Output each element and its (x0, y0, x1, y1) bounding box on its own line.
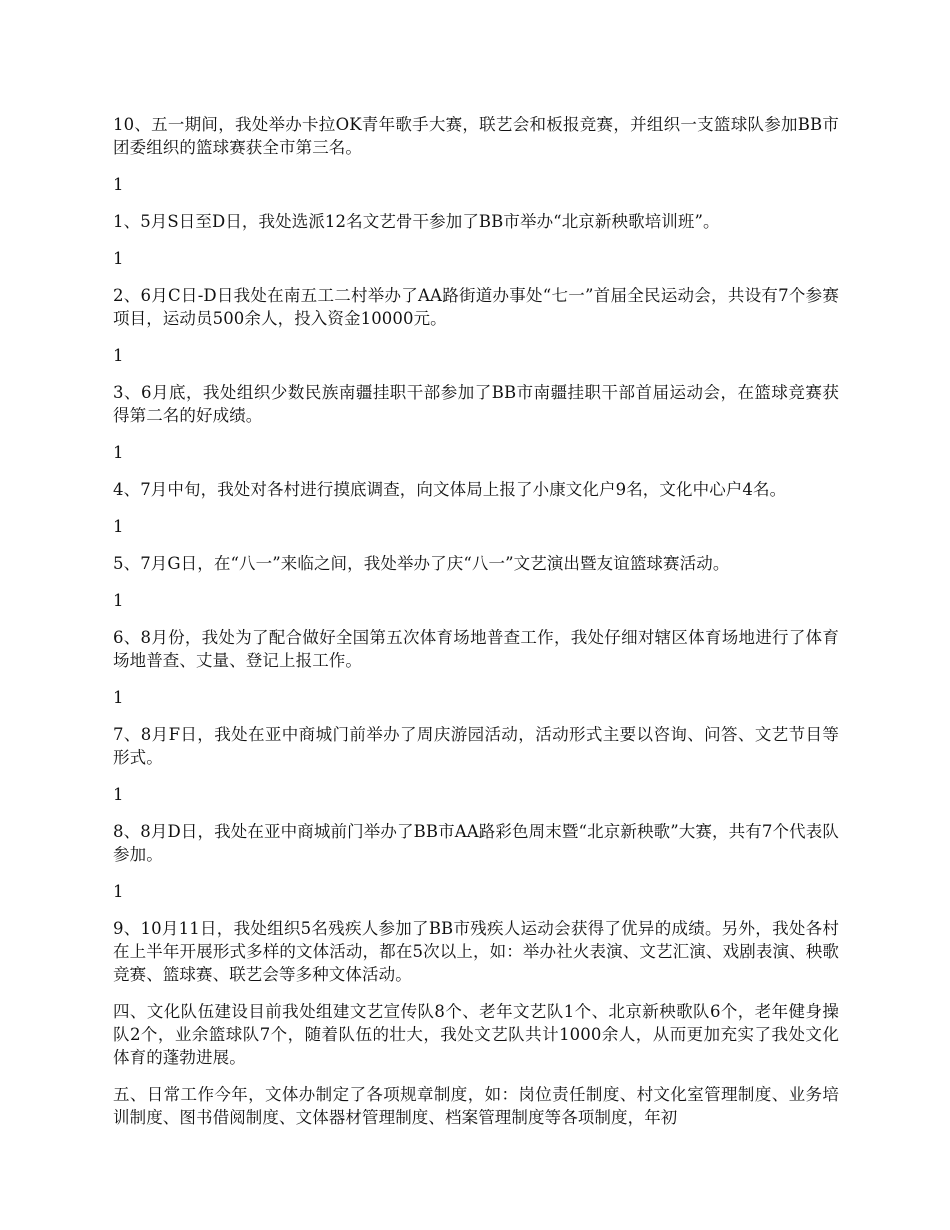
page-marker: 1 (113, 591, 124, 610)
document-page (113, 113, 839, 1129)
page-marker: 1 (113, 785, 124, 804)
paragraph-item-6: 6、8月份，我处为了配合做好全国第五次体育场地普查工作，我处仔细对辖区体育场地进行了体育场地普查、丈量、登记上报工作。 (113, 628, 839, 670)
paragraph-item-4: 4、7月中旬，我处对各村进行摸底调查，向文体局上报了小康文化户9名，文化中心户4名。 (113, 480, 787, 499)
paragraph-item-2: 2、6月C日-D日我处在南五工二村举办了AA路街道办事处“七一”首届全民运动会，共设有7个参赛项目，运动员500余人，投入资金10000元。 (113, 286, 839, 328)
paragraph-item-5: 5、7月G日，在“八一”来临之间，我处举办了庆“八一”文艺演出暨友谊篮球赛活动。 (113, 554, 730, 573)
section-daily-work: 五、日常工作今年，文体办制定了各项规章制度，如：岗位责任制度、村文化室管理制度、业务培训制度、图书借阅制度、文体器材管理制度、档案管理制度等各项制度，年初 (113, 1085, 839, 1127)
paragraph-item-1: 1、5月S日至D日，我处选派12名文艺骨干参加了BB市举办“北京新秧歌培训班”。 (113, 212, 720, 231)
paragraph-item-7: 7、8月F日，我处在亚中商城门前举办了周庆游园活动，活动形式主要以咨询、问答、文艺节目等形式。 (113, 725, 839, 767)
page-marker: 1 (113, 688, 124, 707)
page-marker: 1 (113, 346, 124, 365)
page-marker: 1 (113, 443, 124, 462)
paragraph-item-10: 10、五一期间，我处举办卡拉OK青年歌手大赛，联艺会和板报竞赛，并组织一支篮球队参加BB市团委组织的篮球赛获全市第三名。 (113, 115, 839, 157)
page-marker: 1 (113, 517, 124, 536)
paragraph-item-9: 9、10月11日，我处组织5名残疾人参加了BB市残疾人运动会获得了优异的成绩。另外，我处各村在上半年开展形式多样的文体活动，都在5次以上，如：举办社火表演、文艺汇演、戏剧表演、秧歌竞赛、篮球赛、联艺会等多种文体活动。 (113, 919, 839, 984)
paragraph-item-3: 3、6月底，我处组织少数民族南疆挂职干部参加了BB市南疆挂职干部首届运动会，在篮球竞赛获得第二名的好成绩。 (113, 383, 839, 425)
paragraph-item-8: 8、8月D日，我处在亚中商城前门举办了BB市AA路彩色周末暨“北京新秧歌”大赛，共有7个代表队参加。 (113, 822, 839, 864)
page-marker: 1 (113, 249, 124, 268)
section-team-building: 四、文化队伍建设目前我处组建文艺宣传队8个、老年文艺队1个、北京新秧歌队6个，老年健身操队2个，业余篮球队7个，随着队伍的壮大，我处文艺队共计1000余人，从而更加充实了我处文化体育的蓬勃进展。 (113, 1002, 839, 1067)
page-marker: 1 (113, 882, 124, 901)
page-marker: 1 (113, 175, 124, 194)
